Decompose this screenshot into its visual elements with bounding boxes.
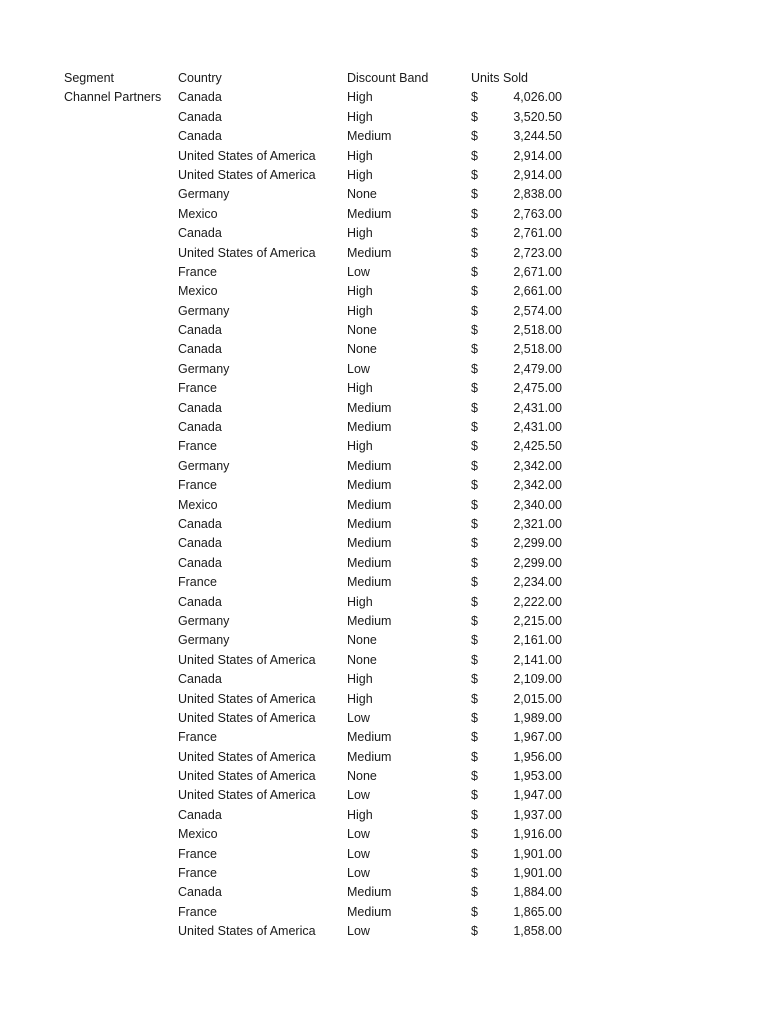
currency-symbol: $ <box>471 284 478 299</box>
currency-symbol: $ <box>471 497 478 512</box>
discount-band-cell: High <box>347 381 373 396</box>
country-cell: Germany <box>178 361 230 376</box>
table-row <box>0 515 768 534</box>
discount-band-cell: None <box>347 342 377 357</box>
country-cell: United States of America <box>178 691 316 706</box>
units-sold-cell: 1,901.00 <box>513 846 562 861</box>
currency-symbol: $ <box>471 749 478 764</box>
table-row <box>0 224 768 243</box>
units-sold-cell: 2,425.50 <box>513 439 562 454</box>
country-cell: Germany <box>178 187 230 202</box>
country-cell: Germany <box>178 613 230 628</box>
currency-symbol: $ <box>471 109 478 124</box>
currency-symbol: $ <box>471 129 478 144</box>
discount-band-cell: Medium <box>347 613 392 628</box>
discount-band-cell: High <box>347 148 373 163</box>
currency-symbol: $ <box>471 613 478 628</box>
units-sold-cell: 1,967.00 <box>513 730 562 745</box>
table-row <box>0 379 768 398</box>
table-row <box>0 185 768 204</box>
discount-band-cell: Medium <box>347 458 392 473</box>
currency-symbol: $ <box>471 148 478 163</box>
units-sold-cell: 2,431.00 <box>513 400 562 415</box>
units-sold-cell: 2,222.00 <box>513 594 562 609</box>
country-cell: Canada <box>178 226 222 241</box>
discount-band-cell: Low <box>347 924 370 939</box>
table-row <box>0 670 768 689</box>
currency-symbol: $ <box>471 420 478 435</box>
units-sold-cell: 1,953.00 <box>513 769 562 784</box>
country-cell: Canada <box>178 885 222 900</box>
country-cell: Canada <box>178 400 222 415</box>
discount-band-cell: Medium <box>347 904 392 919</box>
country-cell: Canada <box>178 672 222 687</box>
table-body <box>0 88 768 941</box>
table-row <box>0 244 768 263</box>
units-sold-cell: 2,015.00 <box>513 691 562 706</box>
table-row <box>0 437 768 456</box>
currency-symbol: $ <box>471 90 478 105</box>
country-cell: Canada <box>178 420 222 435</box>
currency-symbol: $ <box>471 633 478 648</box>
discount-band-cell: Low <box>347 710 370 725</box>
country-cell: United States of America <box>178 924 316 939</box>
units-sold-cell: 1,947.00 <box>513 788 562 803</box>
table-row <box>0 399 768 418</box>
currency-symbol: $ <box>471 730 478 745</box>
country-cell: France <box>178 439 217 454</box>
table-row <box>0 263 768 282</box>
currency-symbol: $ <box>471 672 478 687</box>
country-cell: France <box>178 866 217 881</box>
country-cell: United States of America <box>178 167 316 182</box>
discount-band-cell: None <box>347 633 377 648</box>
discount-band-cell: Low <box>347 788 370 803</box>
units-sold-cell: 2,342.00 <box>513 458 562 473</box>
discount-band-cell: Low <box>347 866 370 881</box>
table-row <box>0 282 768 301</box>
table-row <box>0 883 768 902</box>
country-cell: France <box>178 264 217 279</box>
units-sold-cell: 2,479.00 <box>513 361 562 376</box>
currency-symbol: $ <box>471 555 478 570</box>
discount-band-cell: Low <box>347 264 370 279</box>
country-cell: Canada <box>178 109 222 124</box>
table-row <box>0 205 768 224</box>
discount-band-cell: Low <box>347 827 370 842</box>
currency-symbol: $ <box>471 381 478 396</box>
country-cell: Germany <box>178 303 230 318</box>
currency-symbol: $ <box>471 885 478 900</box>
units-sold-cell: 1,858.00 <box>513 924 562 939</box>
currency-symbol: $ <box>471 846 478 861</box>
discount-band-cell: Medium <box>347 245 392 260</box>
table-row <box>0 147 768 166</box>
currency-symbol: $ <box>471 245 478 260</box>
table-row <box>0 340 768 359</box>
table-row <box>0 302 768 321</box>
table-row <box>0 127 768 146</box>
discount-band-cell: None <box>347 769 377 784</box>
table-row <box>0 651 768 670</box>
units-sold-cell: 1,884.00 <box>513 885 562 900</box>
table-row <box>0 496 768 515</box>
discount-band-cell: High <box>347 284 373 299</box>
currency-symbol: $ <box>471 206 478 221</box>
discount-band-cell: Medium <box>347 885 392 900</box>
currency-symbol: $ <box>471 769 478 784</box>
table-row <box>0 825 768 844</box>
discount-band-cell: Medium <box>347 555 392 570</box>
country-cell: United States of America <box>178 245 316 260</box>
table-row <box>0 767 768 786</box>
discount-band-cell: Medium <box>347 730 392 745</box>
units-sold-cell: 1,901.00 <box>513 866 562 881</box>
currency-symbol: $ <box>471 323 478 338</box>
units-sold-cell: 1,865.00 <box>513 904 562 919</box>
units-sold-cell: 2,299.00 <box>513 555 562 570</box>
country-cell: United States of America <box>178 749 316 764</box>
header-discount-band: Discount Band <box>347 71 429 85</box>
table-row <box>0 476 768 495</box>
currency-symbol: $ <box>471 400 478 415</box>
table-row <box>0 631 768 650</box>
units-sold-cell: 2,914.00 <box>513 148 562 163</box>
country-cell: France <box>178 904 217 919</box>
discount-band-cell: High <box>347 90 373 105</box>
discount-band-cell: Medium <box>347 420 392 435</box>
currency-symbol: $ <box>471 788 478 803</box>
units-sold-cell: 2,299.00 <box>513 536 562 551</box>
data-table <box>0 69 768 942</box>
table-row <box>0 108 768 127</box>
units-sold-cell: 2,215.00 <box>513 613 562 628</box>
discount-band-cell: Medium <box>347 749 392 764</box>
units-sold-cell: 1,989.00 <box>513 710 562 725</box>
discount-band-cell: Medium <box>347 206 392 221</box>
discount-band-cell: High <box>347 807 373 822</box>
units-sold-cell: 1,937.00 <box>513 807 562 822</box>
currency-symbol: $ <box>471 478 478 493</box>
country-cell: Canada <box>178 129 222 144</box>
country-cell: Canada <box>178 342 222 357</box>
units-sold-cell: 3,520.50 <box>513 109 562 124</box>
currency-symbol: $ <box>471 536 478 551</box>
units-sold-cell: 2,518.00 <box>513 323 562 338</box>
table-row <box>0 690 768 709</box>
country-cell: United States of America <box>178 148 316 163</box>
country-cell: Canada <box>178 516 222 531</box>
table-row <box>0 573 768 592</box>
currency-symbol: $ <box>471 342 478 357</box>
currency-symbol: $ <box>471 652 478 667</box>
table-row <box>0 728 768 747</box>
table-row <box>0 418 768 437</box>
table-row <box>0 612 768 631</box>
units-sold-cell: 2,431.00 <box>513 420 562 435</box>
currency-symbol: $ <box>471 710 478 725</box>
units-sold-cell: 2,321.00 <box>513 516 562 531</box>
table-row <box>0 166 768 185</box>
units-sold-cell: 2,914.00 <box>513 167 562 182</box>
discount-band-cell: High <box>347 226 373 241</box>
table-row <box>0 709 768 728</box>
country-cell: France <box>178 846 217 861</box>
units-sold-cell: 2,838.00 <box>513 187 562 202</box>
units-sold-cell: 2,340.00 <box>513 497 562 512</box>
country-cell: Germany <box>178 458 230 473</box>
currency-symbol: $ <box>471 439 478 454</box>
table-row <box>0 88 768 107</box>
discount-band-cell: Medium <box>347 400 392 415</box>
country-cell: France <box>178 381 217 396</box>
segment-cell: Channel Partners <box>64 90 162 105</box>
units-sold-cell: 2,109.00 <box>513 672 562 687</box>
discount-band-cell: High <box>347 109 373 124</box>
country-cell: France <box>178 478 217 493</box>
country-cell: Mexico <box>178 206 218 221</box>
header-segment: Segment <box>64 71 115 85</box>
table-row <box>0 457 768 476</box>
country-cell: Canada <box>178 594 222 609</box>
units-sold-cell: 2,761.00 <box>513 226 562 241</box>
country-cell: Mexico <box>178 827 218 842</box>
country-cell: Canada <box>178 323 222 338</box>
units-sold-cell: 3,244.50 <box>513 129 562 144</box>
discount-band-cell: None <box>347 187 377 202</box>
currency-symbol: $ <box>471 264 478 279</box>
country-cell: Mexico <box>178 284 218 299</box>
units-sold-cell: 2,671.00 <box>513 264 562 279</box>
table-row <box>0 534 768 553</box>
table-row <box>0 786 768 805</box>
table-row <box>0 922 768 941</box>
units-sold-cell: 1,956.00 <box>513 749 562 764</box>
currency-symbol: $ <box>471 691 478 706</box>
units-sold-cell: 2,234.00 <box>513 575 562 590</box>
currency-symbol: $ <box>471 187 478 202</box>
units-sold-cell: 2,518.00 <box>513 342 562 357</box>
currency-symbol: $ <box>471 458 478 473</box>
currency-symbol: $ <box>471 575 478 590</box>
table-row <box>0 748 768 767</box>
currency-symbol: $ <box>471 594 478 609</box>
table-row <box>0 321 768 340</box>
table-row <box>0 864 768 883</box>
currency-symbol: $ <box>471 827 478 842</box>
country-cell: France <box>178 730 217 745</box>
discount-band-cell: High <box>347 594 373 609</box>
discount-band-cell: Medium <box>347 129 392 144</box>
country-cell: France <box>178 575 217 590</box>
currency-symbol: $ <box>471 807 478 822</box>
header-row <box>0 69 768 88</box>
discount-band-cell: Medium <box>347 497 392 512</box>
units-sold-cell: 2,763.00 <box>513 206 562 221</box>
country-cell: United States of America <box>178 788 316 803</box>
country-cell: Canada <box>178 90 222 105</box>
currency-symbol: $ <box>471 924 478 939</box>
currency-symbol: $ <box>471 167 478 182</box>
units-sold-cell: 4,026.00 <box>513 90 562 105</box>
currency-symbol: $ <box>471 904 478 919</box>
table-row <box>0 593 768 612</box>
discount-band-cell: None <box>347 323 377 338</box>
units-sold-cell: 2,723.00 <box>513 245 562 260</box>
discount-band-cell: Medium <box>347 516 392 531</box>
units-sold-cell: 2,574.00 <box>513 303 562 318</box>
country-cell: United States of America <box>178 769 316 784</box>
discount-band-cell: Medium <box>347 478 392 493</box>
discount-band-cell: Low <box>347 846 370 861</box>
country-cell: Mexico <box>178 497 218 512</box>
country-cell: Canada <box>178 536 222 551</box>
discount-band-cell: High <box>347 303 373 318</box>
table-row <box>0 360 768 379</box>
currency-symbol: $ <box>471 866 478 881</box>
table-row <box>0 806 768 825</box>
country-cell: Canada <box>178 555 222 570</box>
units-sold-cell: 2,161.00 <box>513 633 562 648</box>
discount-band-cell: High <box>347 167 373 182</box>
discount-band-cell: Medium <box>347 575 392 590</box>
discount-band-cell: None <box>347 652 377 667</box>
discount-band-cell: High <box>347 439 373 454</box>
country-cell: United States of America <box>178 710 316 725</box>
table-row <box>0 845 768 864</box>
currency-symbol: $ <box>471 303 478 318</box>
currency-symbol: $ <box>471 226 478 241</box>
country-cell: United States of America <box>178 652 316 667</box>
header-country: Country <box>178 71 222 85</box>
units-sold-cell: 2,342.00 <box>513 478 562 493</box>
discount-band-cell: Low <box>347 361 370 376</box>
country-cell: Canada <box>178 807 222 822</box>
units-sold-cell: 2,475.00 <box>513 381 562 396</box>
country-cell: Germany <box>178 633 230 648</box>
currency-symbol: $ <box>471 361 478 376</box>
units-sold-cell: 1,916.00 <box>513 827 562 842</box>
currency-symbol: $ <box>471 516 478 531</box>
header-units-sold: Units Sold <box>471 71 528 85</box>
units-sold-cell: 2,141.00 <box>513 652 562 667</box>
discount-band-cell: Medium <box>347 536 392 551</box>
table-row <box>0 903 768 922</box>
discount-band-cell: High <box>347 691 373 706</box>
discount-band-cell: High <box>347 672 373 687</box>
table-row <box>0 554 768 573</box>
units-sold-cell: 2,661.00 <box>513 284 562 299</box>
